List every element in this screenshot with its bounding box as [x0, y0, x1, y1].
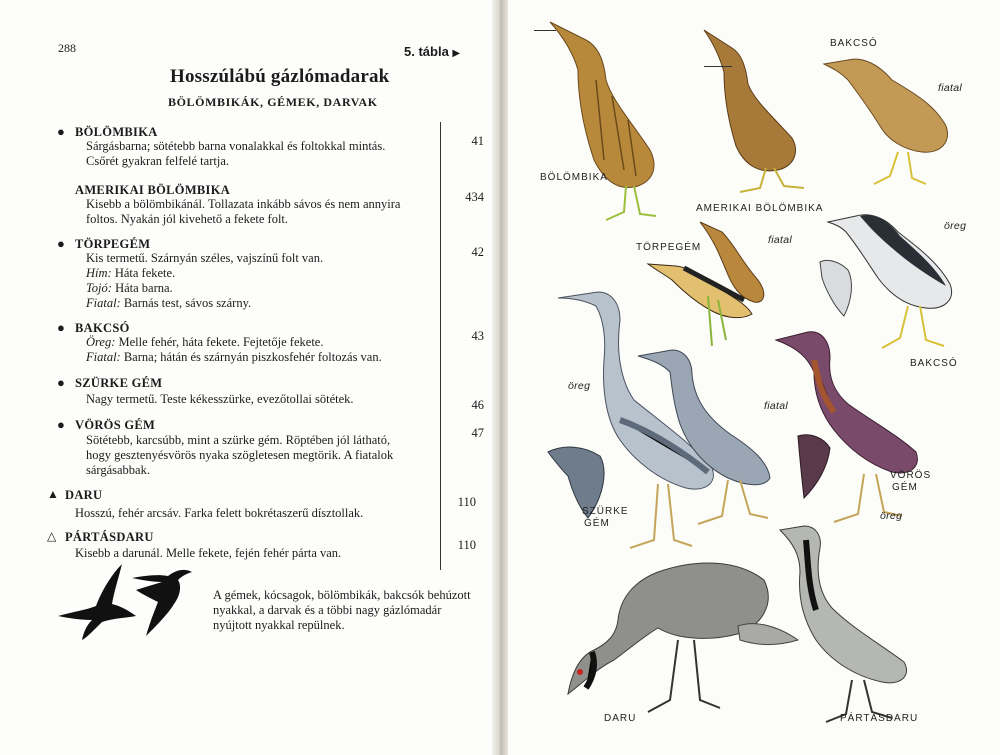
label-bakcso-top: BAKCSÓ	[830, 38, 878, 49]
species-name: BÖLÖMBIKA	[75, 125, 158, 139]
torpegem-bird	[648, 222, 764, 346]
species-description-line: Kisebb a bölömbikánál. Tollazata inkább sávos és nem annyira	[86, 197, 401, 211]
label-oreg: öreg	[880, 510, 903, 522]
plate-number: 42	[471, 245, 484, 259]
species-description-line: Kis termetű. Szárnyán széles, vajszínű folt van.	[86, 251, 324, 265]
book-gutter	[492, 0, 508, 755]
age-note: Fiatal: Barnás test, sávos szárny.	[86, 296, 252, 310]
species-description-line: Hosszú, fehér arcsáv. Farka felett bokrétaszerű dísztollak.	[75, 506, 364, 520]
plate-number: 434	[465, 190, 484, 204]
species-name: DARU	[65, 488, 103, 502]
species-name: TÖRPEGÉM	[75, 237, 151, 251]
bullet-icon: ●	[57, 236, 65, 251]
bullet-icon: ●	[57, 375, 65, 390]
label-fiatal: fiatal	[938, 82, 962, 94]
label-oreg: öreg	[568, 380, 591, 392]
label-bolombika: BÖLÖMBIKA	[540, 172, 608, 183]
label-voros-gem-line2: GÉM	[892, 482, 918, 493]
voros-gem-bird	[776, 332, 917, 522]
crane-flight-silhouette	[132, 570, 192, 636]
species-description-line: Kisebb a darunál. Melle fekete, fején fehér párta van.	[75, 546, 342, 560]
label-voros-gem-line1: VÖRÖS	[890, 470, 932, 481]
species-description-line: Sötétebb, karcsúbb, mint a szürke gém. Röptében jól látható,	[86, 433, 391, 447]
label-fiatal: fiatal	[764, 400, 788, 412]
label-partasdaru: PÁRTÁSDARU	[840, 713, 919, 724]
label-oreg: öreg	[944, 220, 967, 232]
plate-reference-text: 5. tábla	[404, 44, 449, 59]
species-name: BAKCSÓ	[75, 321, 130, 335]
bakcso-fiatal-bird	[824, 59, 948, 184]
triangle-filled-icon: ▲	[47, 487, 59, 501]
species-name: PÁRTÁSDARU	[65, 530, 154, 544]
species-description-line: foltos. Nyakán jól kivehető a fekete folt.	[86, 212, 289, 226]
triangle-outline-icon: △	[47, 529, 57, 543]
plate-number: 110	[457, 538, 476, 552]
label-fiatal: fiatal	[768, 234, 792, 246]
daru-bird	[568, 563, 798, 712]
partasdaru-bird	[780, 526, 907, 722]
bakcso-oreg-bird	[820, 215, 952, 348]
heron-flight-silhouette	[58, 564, 136, 640]
bird-plate-illustration	[508, 0, 1000, 755]
label-bakcso-bottom: BAKCSÓ	[910, 358, 958, 369]
species-name: AMERIKAI BÖLÖMBIKA	[75, 183, 231, 197]
species-name: SZÜRKE GÉM	[75, 376, 163, 390]
label-szurke-gem-line2: GÉM	[584, 518, 610, 529]
species-description-line: hogy gesztenyésvörös nyaka szögletesen megtörik. A fiatalok	[86, 448, 394, 462]
amerikai-bolombika-bird	[704, 30, 804, 192]
plate-number: 110	[457, 495, 476, 509]
page-subtitle: BÖLÖMBIKÁK, GÉMEK, DARVAK	[168, 95, 378, 109]
left-page	[0, 0, 498, 755]
species-name: VÖRÖS GÉM	[75, 418, 156, 432]
plate-reference	[404, 44, 460, 59]
leader-line	[534, 30, 556, 31]
species-description-line: Csőrét gyakran felfelé tartja.	[86, 154, 229, 168]
bullet-icon: ●	[57, 417, 65, 432]
bolombika-bird	[550, 22, 656, 220]
label-daru: DARU	[604, 713, 637, 724]
plate-number: 43	[471, 329, 484, 343]
column-divider	[440, 122, 441, 570]
sex-note: Hím: Háta fekete.	[86, 266, 176, 280]
species-description-line: Nagy termetű. Teste kékesszürke, evezőtollai sötétek.	[86, 392, 354, 406]
page-title: Hosszúlábú gázlómadarak	[170, 66, 390, 87]
label-szurke-gem-line1: SZÜRKE	[582, 506, 629, 517]
label-torpegem: TÖRPEGÉM	[636, 242, 702, 253]
page-number: 288	[58, 41, 76, 55]
label-amerikai-bolombika: AMERIKAI BÖLÖMBIKA	[696, 203, 824, 214]
plate-number: 46	[471, 398, 484, 412]
plate-arrow-icon: ▶	[452, 48, 461, 59]
plate-number: 47	[471, 426, 484, 440]
bullet-icon: ●	[57, 124, 65, 139]
age-note: Fiatal: Barna; hátán és szárnyán piszkosfehér foltozás van.	[86, 350, 382, 364]
leader-line	[704, 66, 732, 67]
plate-number: 41	[471, 134, 484, 148]
flight-caption: A gémek, kócsagok, bölömbikák, bakcsók behúzott nyakkal, a darvak és a többi nagy gázlómadár nyújtott nyakkal repülnek.	[213, 588, 471, 632]
age-note: Öreg: Melle fehér, háta fekete. Fejtetője fekete.	[86, 335, 324, 349]
species-description-line: Sárgásbarna; sötétebb barna vonalakkal és foltokkal mintás.	[86, 139, 386, 153]
right-page-plate	[508, 0, 1000, 755]
sex-note: Tojó: Háta barna.	[86, 281, 173, 295]
species-description-line: sárgásabbak.	[86, 463, 150, 477]
flight-silhouettes-illustration	[52, 560, 202, 640]
bullet-icon: ●	[57, 320, 65, 335]
